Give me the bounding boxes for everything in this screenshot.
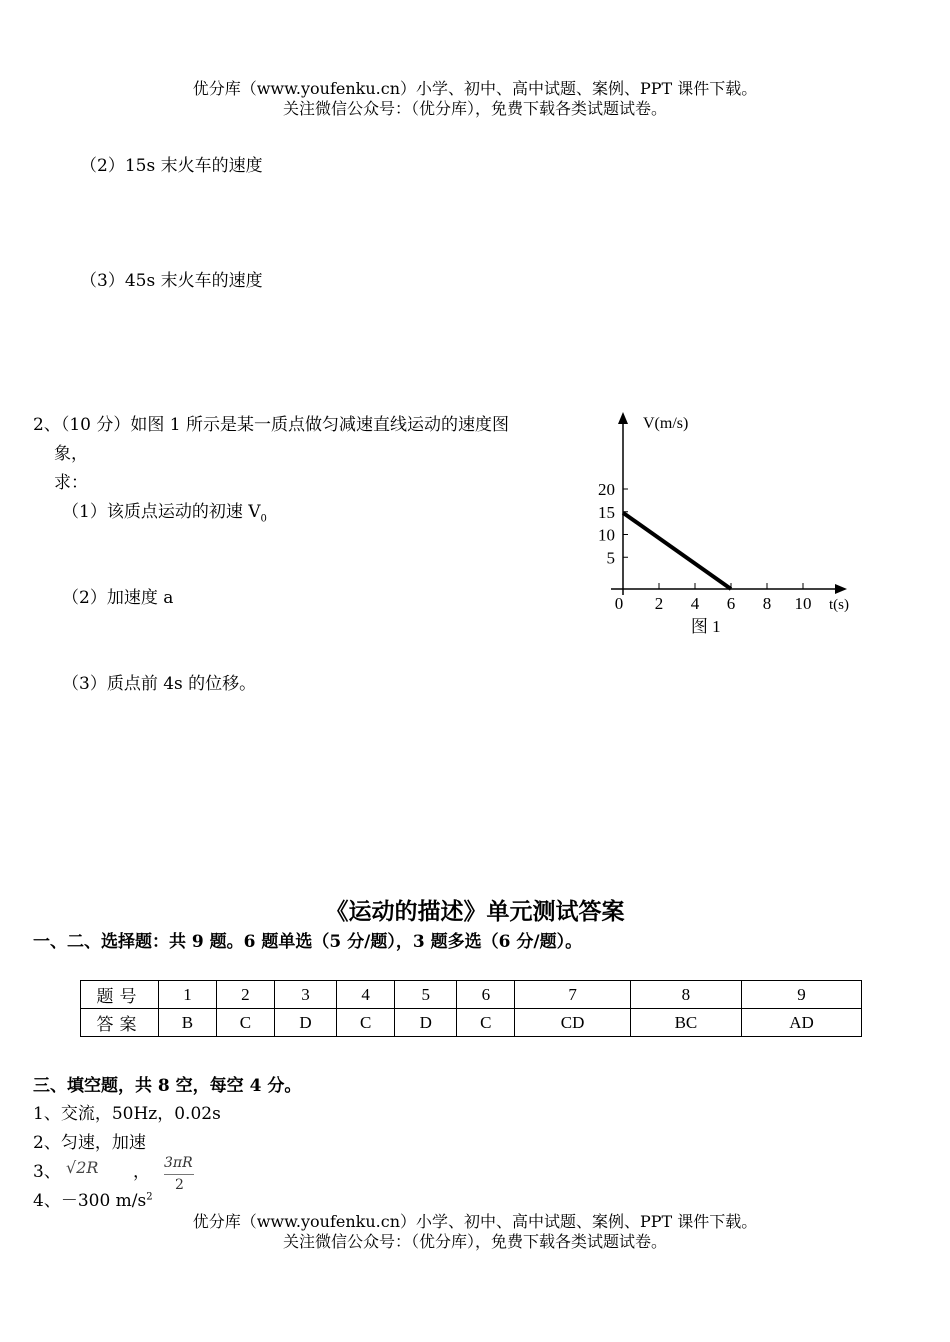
fraction-bar [164,1174,194,1175]
table-cell: 9 [742,981,862,1009]
table-cell: 2 [216,981,274,1009]
header-line-1: 优分库（www.youfenku.cn）小学、初中、高中试题、案例、PPT 课件下载。 [192,79,758,98]
fill-answer-3-separator: ， [133,1162,150,1182]
x-axis-label: t(s) [829,597,849,613]
velocity-time-chart [585,400,875,645]
x-axis-arrow [835,584,847,594]
footer-line-1: 优分库（www.youfenku.cn）小学、初中、高中试题、案例、PPT 课件下载。 [192,1212,758,1231]
q2-line-3: 求： [54,473,88,493]
table-cell: 8 [630,981,741,1009]
q1-part-3: （3）45s 末火车的速度 [80,271,263,291]
answers-section-3: 三、填空题，共 8 空，每空 4 分。 [33,1076,302,1096]
y-axis-arrow [618,412,628,424]
table-cell: 3 [274,981,336,1009]
table-header-label: 题号 [81,981,159,1009]
table-cell: C [216,1009,274,1037]
y-tick-label: 20 [598,480,615,499]
q2-part-1: （1）该质点运动的初速 $V_0$ [62,502,267,525]
velocity-line [623,513,731,589]
x-tick-label: 10 [794,594,812,613]
table-cell: C [457,1009,515,1037]
fill-answer-4: 4、－300 $m/s^2$ [33,1191,153,1211]
q2-part-2: （2）加速度 a [62,588,174,608]
fill-answer-2: 2、匀速，加速 [33,1133,146,1153]
figure-caption: 图 1 [690,617,721,636]
table-cell: D [395,1009,457,1037]
x-tick-label: 2 [654,594,664,613]
fill-answer-3-fraction-denominator: 2 [175,1177,184,1193]
fill-answer-3-prefix: 3、 [33,1162,61,1182]
table-row-answers [81,1009,862,1037]
y-tick-label: 10 [598,525,615,545]
table-cell: AD [742,1009,862,1037]
header-line-2: 关注微信公众号：（优分库），免费下载各类试题试卷。 [282,99,667,118]
y-tick-label: 15 [598,502,615,522]
y-axis-label: V(m/s) [643,415,689,432]
x-tick-label: 6 [726,594,736,613]
table-cell: CD [515,1009,631,1037]
footer-line-2: 关注微信公众号：（优分库），免费下载各类试题试卷。 [282,1232,667,1251]
x-tick-label: 4 [690,594,700,613]
q2-part-1-subscript: 0 [260,513,267,525]
fill-answer-3-sqrt: √2R [66,1158,99,1177]
table-cell: 5 [395,981,457,1009]
answers-section-1: 一、二、选择题：共 9 题。6 题单选（5 分/题），3 题多选（6 分/题）。 [33,932,583,952]
fill-answer-1: 1、交流，50Hz，0.02s [33,1104,221,1124]
table-cell: 1 [159,981,217,1009]
table-cell: 6 [457,981,515,1009]
q1-part-2: （2）15s 末火车的速度 [80,156,263,176]
x-tick-label: 0 [614,594,624,613]
answer-table [80,980,862,1037]
q2-part-3: （3）质点前 4s 的位移。 [62,674,257,694]
table-cell: 4 [337,981,395,1009]
x-tick-label: 8 [762,594,772,613]
table-cell: D [274,1009,336,1037]
fill-answer-4-superscript: 2 [146,1191,153,1203]
table-cell: BC [630,1009,741,1037]
table-row-numbers [81,981,862,1009]
table-answer-label: 答案 [81,1009,159,1037]
table-cell: 7 [515,981,631,1009]
y-tick-label: 5 [606,548,615,568]
q2-line-1: 2、（10 分）如图 1 所示是某一质点做匀减速直线运动的速度图 [33,415,509,435]
q2-line-2: 象， [54,444,88,464]
table-cell: B [159,1009,217,1037]
fill-answer-3-fraction-numerator: 3πR [164,1155,193,1171]
answers-title: 《运动的描述》单元测试答案 [325,898,625,925]
table-cell: C [337,1009,395,1037]
